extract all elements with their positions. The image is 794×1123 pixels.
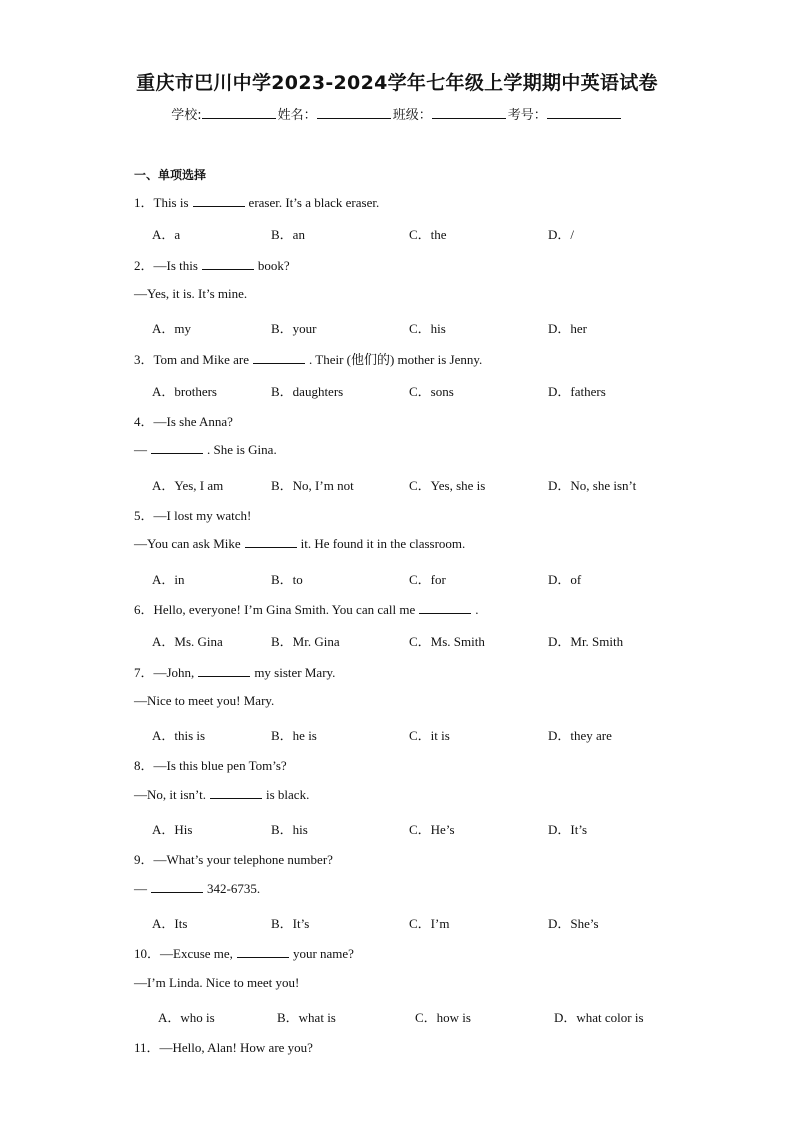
- option-a[interactable]: A．His: [152, 822, 193, 837]
- option-a[interactable]: A．who is: [158, 1009, 215, 1025]
- option-c[interactable]: C．it is: [409, 728, 450, 744]
- answer-blank[interactable]: [151, 442, 203, 454]
- option-a[interactable]: A．brothers: [152, 383, 217, 399]
- option-c[interactable]: C．how is: [415, 1009, 471, 1025]
- question-text: .: [475, 601, 479, 617]
- option-d[interactable]: D．Mr. Smith: [548, 634, 624, 650]
- option-d[interactable]: D．of: [548, 571, 582, 587]
- question-9-line-1: [134, 849, 333, 868]
- question-11-line-1: [134, 1037, 313, 1056]
- option-d[interactable]: D．they are: [548, 728, 612, 744]
- option-b[interactable]: B．he is: [271, 728, 317, 744]
- question-text: eraser. It’s a black eraser.: [248, 195, 380, 210]
- question-text: 342-6735.: [207, 880, 261, 896]
- question-text: —Nice to meet you! Mary.: [134, 692, 275, 708]
- option-b[interactable]: B．his: [271, 822, 308, 837]
- question-5-line-1: [134, 505, 251, 524]
- question-3-options: [152, 381, 672, 399]
- option-b[interactable]: B．what is: [277, 1009, 336, 1025]
- name-blank[interactable]: [317, 106, 391, 119]
- question-9-options: [152, 913, 672, 931]
- class-label: 班级：: [392, 108, 432, 123]
- option-d[interactable]: D．No, she isn’t: [548, 477, 637, 493]
- class-blank[interactable]: [432, 106, 506, 119]
- page-title: 重庆市巴川中学2023-2024学年七年级上学期期中英语试卷: [136, 72, 658, 94]
- option-a[interactable]: A．in: [152, 571, 185, 587]
- answer-blank[interactable]: [237, 946, 289, 958]
- answer-blank[interactable]: [151, 881, 203, 893]
- question-text: —You can ask Mike: [134, 536, 241, 552]
- student-info-row: [0, 104, 794, 123]
- question-text: 10．—Excuse me,: [134, 946, 233, 962]
- answer-blank[interactable]: [210, 787, 262, 799]
- question-5-options: [152, 569, 672, 587]
- name-label: 姓名：: [277, 108, 317, 123]
- question-text: 4．—Is she Anna?: [134, 414, 233, 430]
- option-a[interactable]: A．Ms. Gina: [152, 634, 223, 650]
- option-b[interactable]: B．to: [271, 571, 303, 587]
- question-text: 5．—I lost my watch!: [134, 508, 252, 523]
- question-10-line-1: [134, 943, 354, 962]
- answer-blank[interactable]: [245, 536, 297, 548]
- question-2-line-1: [134, 255, 290, 274]
- option-c[interactable]: C．I’m: [409, 915, 450, 931]
- number-label: 考号：: [507, 108, 547, 123]
- option-b[interactable]: B．an: [271, 227, 305, 243]
- option-d[interactable]: D．/: [548, 227, 575, 243]
- question-4-line-2: [134, 442, 277, 458]
- option-c[interactable]: C．Ms. Smith: [409, 634, 485, 650]
- question-10-options: [158, 1007, 678, 1025]
- question-text: —: [134, 880, 147, 896]
- option-d[interactable]: D．She’s: [548, 915, 599, 931]
- question-7-line-1: [134, 662, 335, 681]
- question-text: . She is Gina.: [207, 442, 277, 458]
- question-text: your name?: [292, 946, 354, 962]
- question-text: —No, it isn’t.: [134, 786, 206, 802]
- option-d[interactable]: D．It’s: [548, 822, 588, 837]
- question-1-line-1: [134, 192, 379, 211]
- question-8-options: [152, 819, 672, 837]
- question-text: 2．—Is this: [134, 257, 198, 273]
- option-b[interactable]: B．your: [271, 321, 317, 337]
- question-3-line-1: [134, 349, 482, 368]
- option-d[interactable]: D．fathers: [548, 383, 606, 399]
- question-9-line-2: [134, 881, 260, 897]
- question-6-line-1: [134, 599, 479, 618]
- question-7-line-2: [134, 693, 274, 709]
- question-text: 11．—Hello, Alan! How are you?: [134, 1040, 313, 1056]
- question-text: my sister Mary.: [254, 664, 336, 680]
- option-a[interactable]: A．Yes, I am: [152, 477, 224, 493]
- question-4-line-1: [134, 411, 233, 430]
- option-c[interactable]: C．for: [409, 571, 446, 587]
- option-b[interactable]: B．Mr. Gina: [271, 634, 340, 650]
- answer-blank[interactable]: [253, 352, 305, 364]
- option-c[interactable]: C．He’s: [409, 822, 455, 837]
- question-8-line-2: [134, 787, 309, 803]
- question-text: 8．—Is this blue pen Tom’s?: [134, 758, 287, 774]
- question-text: —Yes, it is. It’s mine.: [134, 285, 248, 301]
- question-text: 3．Tom and Mike are: [134, 351, 249, 367]
- question-text: . Their (他们的) mother is Jenny.: [308, 351, 483, 367]
- answer-blank[interactable]: [419, 602, 471, 614]
- question-text: 1．This is: [134, 195, 189, 210]
- option-d[interactable]: D．what color is: [554, 1009, 644, 1025]
- option-a[interactable]: A．Its: [152, 915, 188, 931]
- question-text: —: [134, 442, 147, 458]
- school-blank[interactable]: [202, 106, 276, 119]
- option-a[interactable]: A．my: [152, 321, 192, 337]
- option-c[interactable]: C．Yes, she is: [409, 477, 486, 493]
- question-text: is black.: [266, 786, 310, 802]
- question-text: book?: [257, 257, 290, 273]
- answer-blank[interactable]: [193, 195, 245, 207]
- question-text: 7．—John,: [134, 664, 195, 680]
- question-2-line-2: [134, 286, 247, 302]
- question-2-options: [152, 318, 672, 336]
- question-1-options: [152, 224, 672, 242]
- option-a[interactable]: A．this is: [152, 728, 206, 744]
- option-d[interactable]: D．her: [548, 321, 587, 337]
- question-10-line-2: [134, 975, 299, 991]
- option-b[interactable]: B．No, I’m not: [271, 477, 354, 493]
- school-label: 学校:: [171, 108, 202, 123]
- answer-blank[interactable]: [198, 665, 250, 677]
- option-b[interactable]: B．It’s: [271, 915, 310, 931]
- option-b[interactable]: B．daughters: [271, 383, 344, 399]
- question-text: —I’m Linda. Nice to meet you!: [134, 974, 300, 990]
- question-5-line-2: [134, 536, 465, 552]
- question-text: 6．Hello, everyone! I’m Gina Smith. You can call me: [134, 601, 416, 617]
- option-c[interactable]: C．the: [409, 227, 447, 243]
- section-title: 一、单项选择: [134, 168, 207, 182]
- question-4-options: [152, 475, 672, 493]
- option-c[interactable]: C．his: [409, 321, 446, 337]
- option-c[interactable]: C．sons: [409, 383, 454, 399]
- question-text: it. He found it in the classroom.: [300, 536, 466, 552]
- number-blank[interactable]: [547, 106, 621, 119]
- question-6-options: [152, 631, 672, 649]
- option-a[interactable]: A．a: [152, 227, 181, 243]
- question-8-line-1: [134, 755, 287, 774]
- question-7-options: [152, 725, 672, 743]
- question-text: 9．—What’s your telephone number?: [134, 852, 333, 868]
- answer-blank[interactable]: [202, 258, 254, 270]
